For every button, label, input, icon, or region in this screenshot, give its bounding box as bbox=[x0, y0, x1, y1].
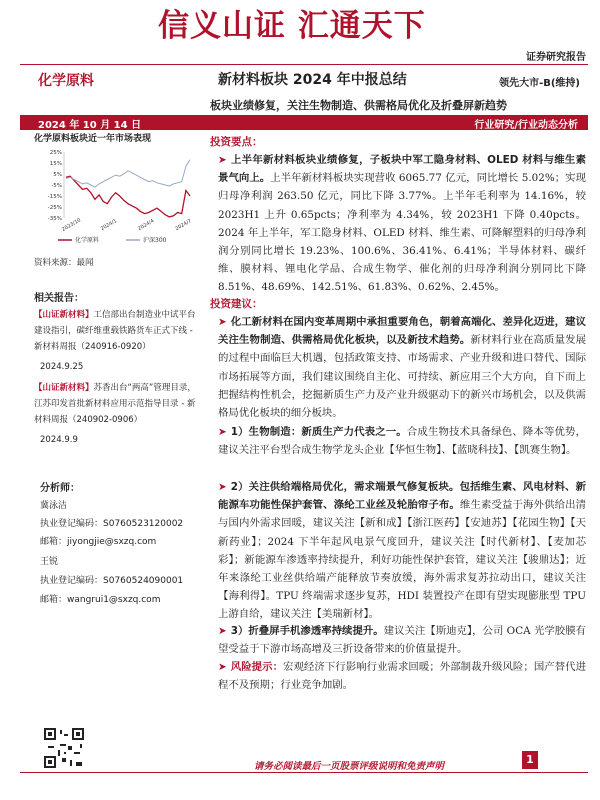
company-logo: 信义山证 汇通天下 bbox=[158, 8, 426, 44]
report-subtitle: 板块业绩修复，关注生物制造、供需格局优化及折叠屏新趋势 bbox=[210, 99, 507, 112]
foldable-lead: 3）折叠屏手机渗透率持续提升。 bbox=[230, 625, 384, 637]
advice-title: 投资建议： bbox=[210, 298, 263, 310]
chart-x-tick-label: 2024/7 bbox=[174, 218, 193, 233]
related-report-prefix: 【山证新材料】 bbox=[34, 383, 94, 393]
related-report-date: 2024.9.25 bbox=[40, 362, 84, 372]
highlights-title: 投资要点： bbox=[210, 136, 263, 148]
page-number: 1 bbox=[522, 751, 538, 769]
chart-y-tick-label: 15% bbox=[49, 161, 62, 167]
related-report-item[interactable] bbox=[34, 380, 198, 428]
report-category: 行业研究/行业动态分析 bbox=[474, 120, 578, 131]
bullet-icon: ➤ bbox=[218, 154, 227, 166]
bullet-icon: ➤ bbox=[218, 481, 227, 493]
chart-series-line-1 bbox=[66, 160, 190, 188]
related-report-item[interactable] bbox=[34, 307, 198, 355]
related-report-text: 工信部出台制造业中试平台建设指引，碳纤维重载铁路货车正式下线 - 新材料周报（240916-0920） bbox=[34, 310, 196, 352]
related-reports-title: 相关报告： bbox=[34, 293, 84, 304]
bio-body: 合成生物技术具备绿色、降本等优势，建议关注平台型合成生物学龙头企业【华恒生物】、【蓝晓科技】、【凯赛生物】。 bbox=[218, 426, 586, 457]
advice-body: 新材料行业在高质量发展的过程中面临巨大机遇，包括政策支持、市场需求、产业升级和进口替代、国际市场拓展等方面，我们建议围绕自主化、可持续、新应用三个大方向，自下而上把握结构性机会，挖掘新质生产力及产业升级驱动下的新兴市场机会，以及供需格局优化板块的细分板块。 bbox=[218, 334, 586, 420]
analysts-title: 分析师： bbox=[40, 483, 80, 494]
chart-x-tick-label: 2024/4 bbox=[137, 218, 156, 233]
advice-lead: 化工新材料在国内变革周期中承担重要角色，朝着高端化、差异化迈进，建议关注生物制造、供需格局优化板块，以及新技术趋势。 bbox=[218, 316, 586, 347]
risk-body: 宏观经济下行影响行业需求回暖；外部制裁升级风险；国产替代进程不及预期；行业竞争加剧。 bbox=[218, 661, 586, 692]
bullet-icon: ➤ bbox=[218, 316, 227, 328]
related-report-date: 2024.9.9 bbox=[40, 435, 78, 445]
chart-y-tick-label: -5% bbox=[51, 183, 62, 189]
supply-demand-paragraph bbox=[218, 478, 586, 620]
chart-source: 资料来源：最闻 bbox=[34, 258, 94, 268]
chart-series-line-0 bbox=[66, 176, 190, 217]
chart-x-tick-label: 2023/10 bbox=[61, 217, 82, 233]
chart-y-tick-label: -15% bbox=[47, 194, 62, 200]
foldable-body: 建议关注【斯迪克】，公司 OCA 光学胶膜有望受益于下游市场高增及三折设备带来的价值量提升。 bbox=[218, 625, 586, 656]
analyst-email[interactable]: 邮箱：jiyongjie@sxzq.com bbox=[40, 537, 157, 547]
chart-legend-label: 化学原料 bbox=[75, 237, 100, 244]
related-report-text: 苏香出台“两高”管理目录，江苏印发首批新材料应用示范指导目录 - 新材料周报（240902-0906） bbox=[34, 383, 196, 425]
footer-divider bbox=[20, 772, 588, 773]
highlight-paragraph bbox=[218, 151, 586, 299]
rating-label: 领先大市-B(维持) bbox=[499, 78, 580, 89]
bio-manufacturing-paragraph bbox=[218, 423, 586, 479]
chart-legend-label: 沪深300 bbox=[143, 237, 167, 244]
chart-y-tick-label: 25% bbox=[49, 150, 62, 156]
related-report-prefix: 【山证新材料】 bbox=[34, 310, 94, 320]
risk-label: 风险提示： bbox=[230, 661, 284, 673]
chart-y-tick-label: -35% bbox=[47, 216, 62, 222]
highlight-body: 上半年新材料板块实现营收 6065.77 亿元，同比增长 5.02%；实现归母净利润 263.50 亿元，同比下降 3.77%。上半年毛利率为 14.16%，较 2023H1 上升 0.65pcts；净利率为 4.34%，较 2023H1 下降 0.40pcts。2024 年上半年，军工隐身材料、OLED 材料、维生素、可降解塑料的归母净利润分别同比增长 19.23%、100.6%、36.41%、6.41%；半导体材料、碳纤维、膜材料、锂电化学品、合成生物学、催化剂的归母净利润分别同比下降 8.51%、48.69%、142.51%、61.83%、0.62%、2.45%。 bbox=[218, 172, 586, 294]
report-type: 证券研究报告 bbox=[526, 52, 586, 63]
supply-body: 维生素受益于海外供给出清与国内外需求回暖，建议关注【新和成】【浙江医药】【安迪苏】【花园生物】【天新药业】；2024 下半年起风电景气度回升，建议关注【时代新材】、【麦加芯彩】；新能源车渗透率持续提升，利好功能性保护套管，建议关注【骏鼎达】；近年来涤纶工业丝供给端产能释放节奏放缓，海外需求复苏拉动出口，建议关注【海利得】。TPU 终端需求逐步复苏，HDI 装置投产在即有望实现膨胀型 TPU 上游自给，建议关注【美瑞新材】。 bbox=[218, 499, 586, 620]
chart-x-tick-label: 2024/1 bbox=[99, 218, 118, 233]
bullet-icon: ➤ bbox=[218, 625, 227, 637]
analyst-license: 执业登记编码：S0760524090001 bbox=[40, 576, 184, 586]
analyst-name: 王锐 bbox=[40, 557, 59, 567]
analyst-email[interactable]: 邮箱：wangrui1@sxzq.com bbox=[40, 595, 161, 605]
analyst-license: 执业登记编码：S0760523120002 bbox=[40, 519, 184, 529]
highlight-lead: 上半年新材料板块业绩修复，子板块中军工隐身材料、OLED 材料与维生素景气向上。 bbox=[218, 154, 586, 185]
bullet-icon: ➤ bbox=[218, 426, 227, 438]
chart-title: 化学原料板块近一年市场表现 bbox=[34, 134, 152, 144]
bullet-icon: ➤ bbox=[218, 661, 227, 673]
chart-y-tick-label: -25% bbox=[47, 205, 62, 211]
header-divider bbox=[20, 64, 588, 65]
disclaimer-text: 请务必阅读最后一页股票评级说明和免责声明 bbox=[254, 761, 445, 772]
foldable-paragraph bbox=[218, 622, 586, 660]
market-performance-chart bbox=[34, 146, 196, 250]
chart-y-tick-label: 5% bbox=[53, 172, 62, 178]
bio-lead: 1）生物制造：新质生产力代表之一。 bbox=[230, 426, 407, 438]
qr-code-icon bbox=[44, 728, 84, 768]
report-date: 2024 年 10 月 14 日 bbox=[38, 120, 142, 131]
risk-paragraph bbox=[218, 658, 586, 696]
report-title: 新材料板块 2024 年中报总结 bbox=[218, 72, 407, 88]
industry-label: 化学原料 bbox=[38, 73, 94, 89]
analyst-name: 冀泳洁 bbox=[40, 501, 68, 511]
supply-lead: 2）关注供给端格局优化，需求端景气修复板块。包括维生素、风电材料、新能源车功能性保护套管、涤纶工业丝及轮胎帘子布。 bbox=[218, 481, 586, 512]
